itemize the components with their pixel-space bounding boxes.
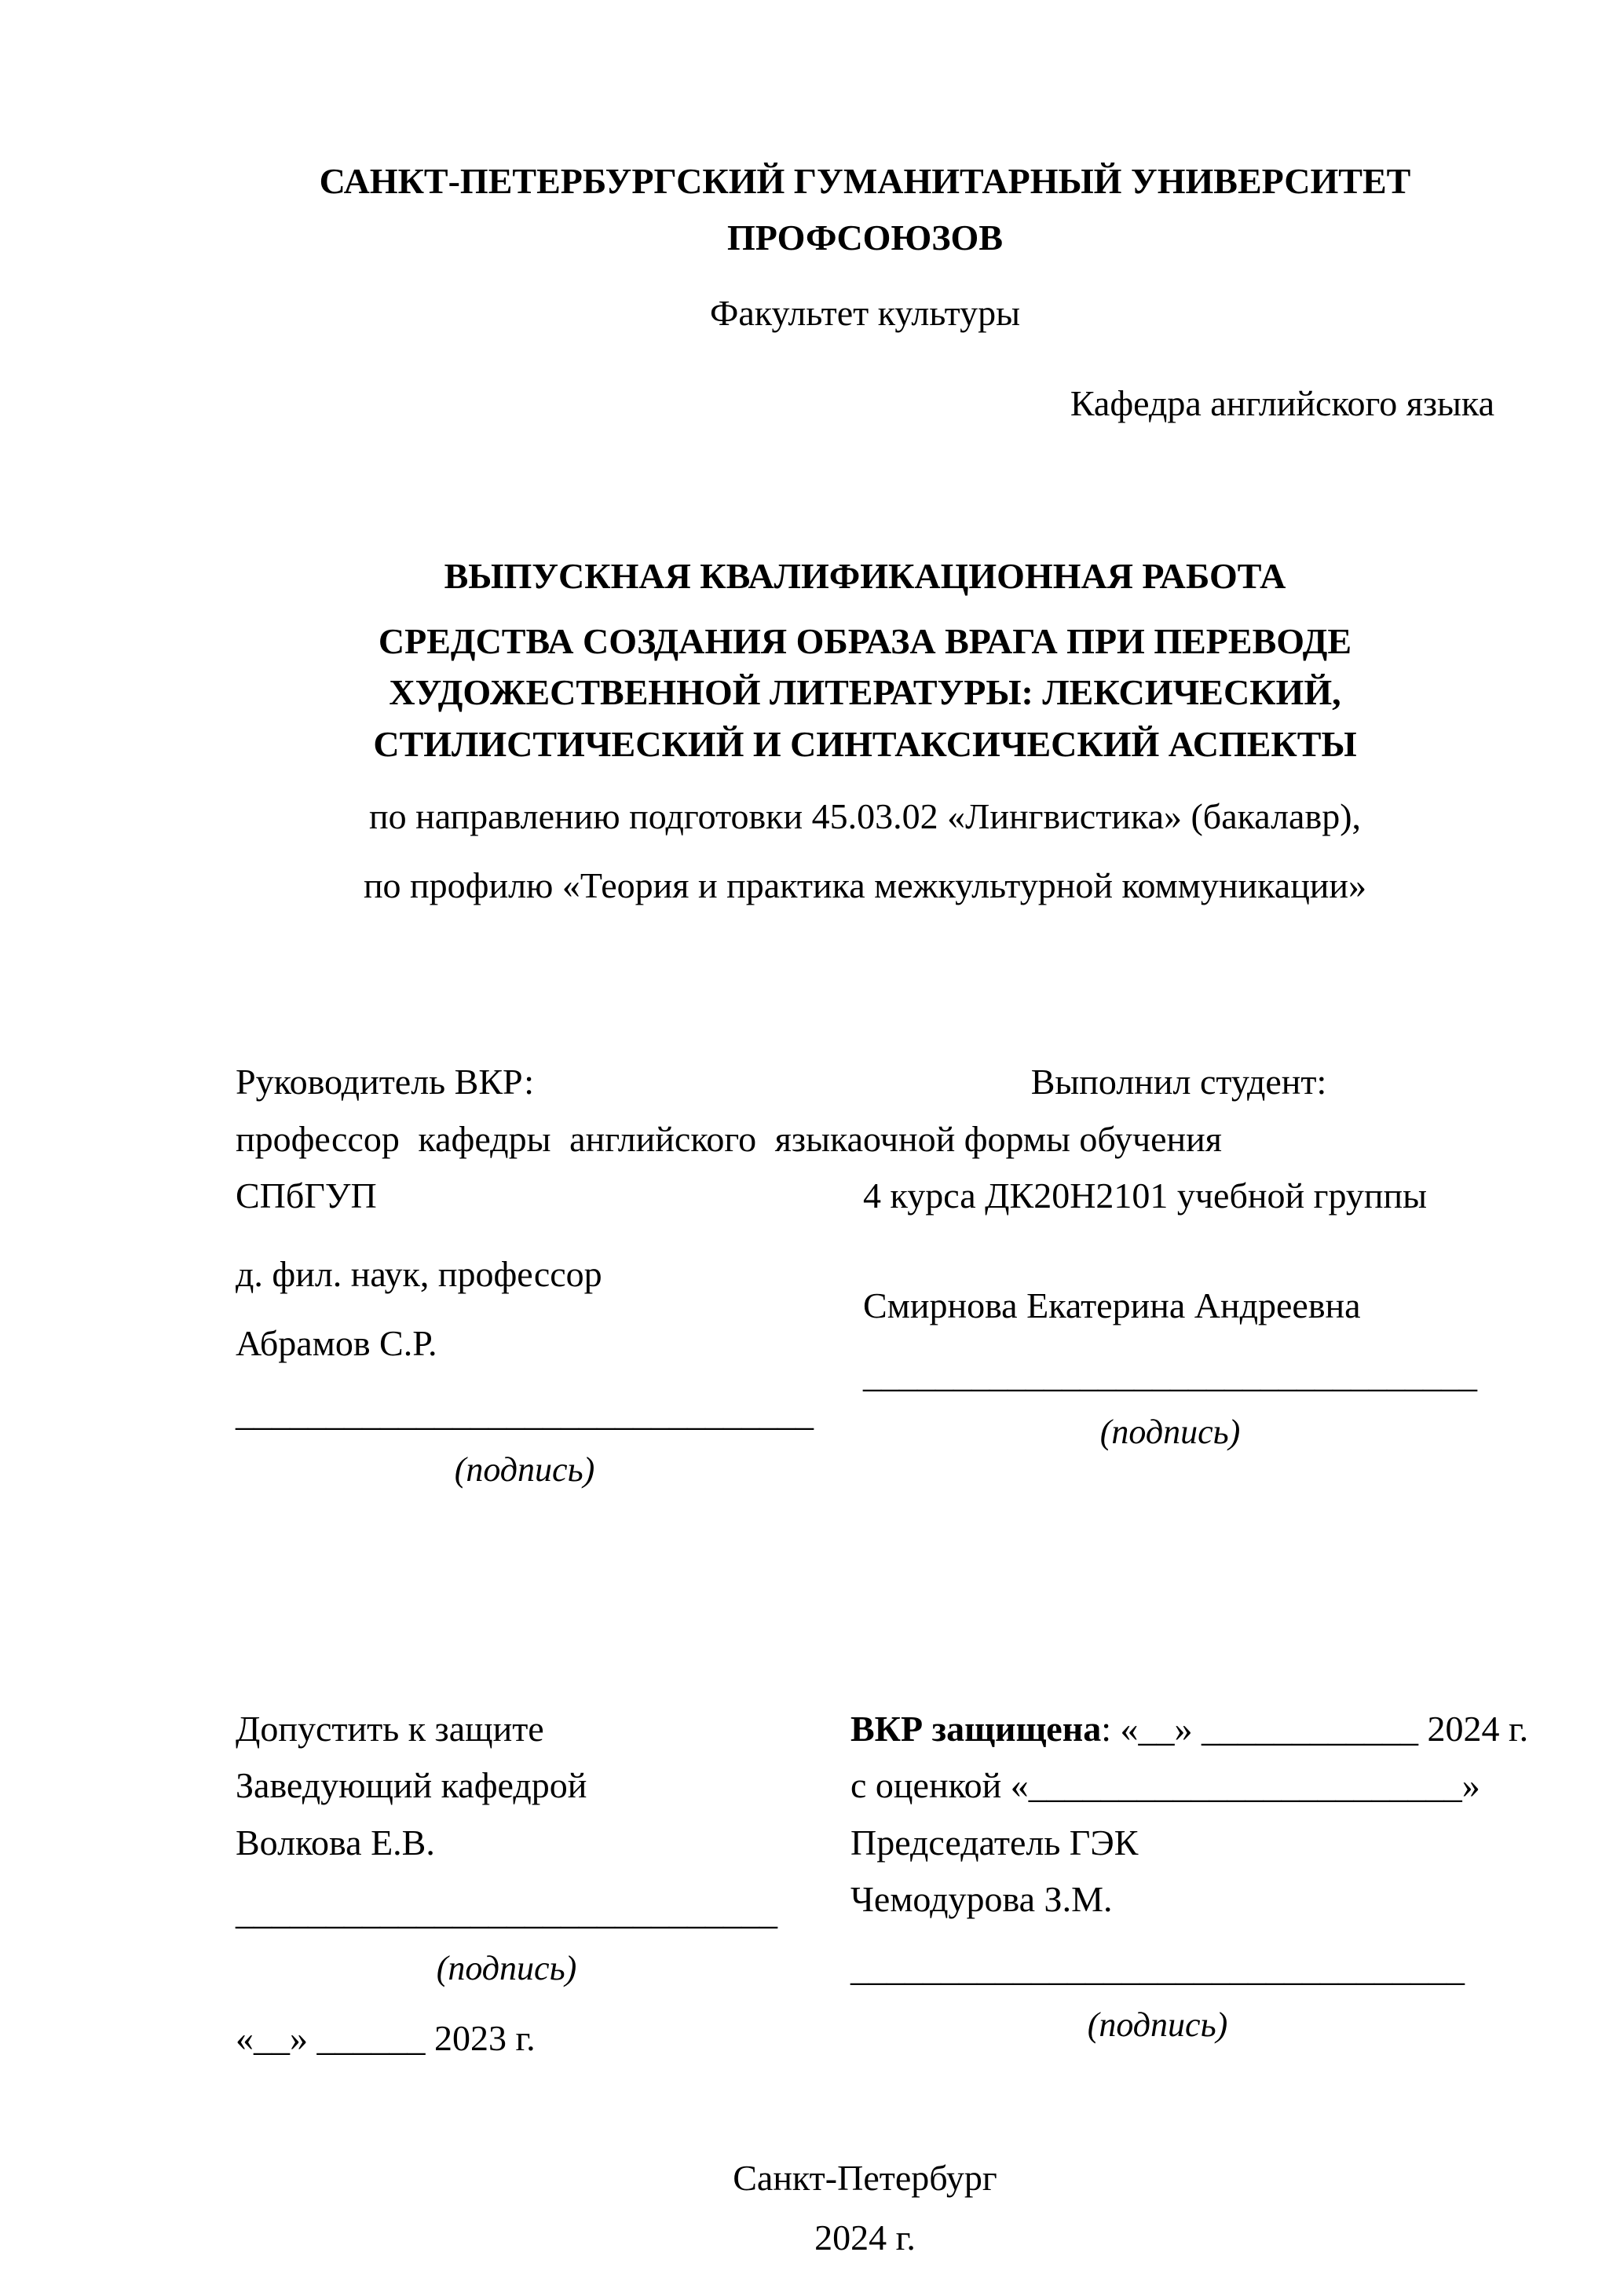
student-group: 4 курса ДК20Н2101 учебной группы [863, 1175, 1428, 1216]
student-signature-line: __________________________________ [863, 1355, 1478, 1395]
admission-block [236, 1701, 850, 2067]
student-label: Выполнил студент: [1030, 1062, 1327, 1102]
admission-signature-area [236, 1884, 777, 1992]
gek-signature-area [850, 1940, 1465, 2049]
admission-signature-line: ______________________________ [236, 1891, 777, 1932]
gek-signature-caption: (подпись) [1087, 2005, 1228, 2045]
gek-chair-name: Чемодурова З.М. [850, 1878, 1113, 1919]
signatures-block [236, 1054, 1494, 1493]
admission-line-2: Заведующий кафедрой [236, 1765, 587, 1806]
footer-city: Санкт-Петербург [733, 2157, 997, 2198]
defense-block [236, 1701, 1529, 2067]
supervisor-role-label: Руководитель ВКР: [236, 1062, 535, 1102]
supervisor-signature-line: ________________________________ [236, 1392, 814, 1433]
work-type-heading: ВЫПУСКНАЯ КВАЛИФИКАЦИОННАЯ РАБОТА [444, 555, 1286, 596]
defense-label: ВКР защищена [850, 1709, 1102, 1749]
supervisor-signature-caption: (подпись) [454, 1450, 595, 1489]
supervisor-signature-area [236, 1385, 814, 1493]
gek-chair-role: Председатель ГЭК [850, 1822, 1139, 1863]
institution-name: САНКТ-ПЕТЕРБУРГСКИЙ ГУМАНИТАРНЫЙ УНИВЕРСИТЕТ ПРОФСОЮЗОВ [319, 161, 1411, 258]
defense-result-block [850, 1701, 1529, 2048]
student-block [863, 1054, 1494, 1454]
admission-signature-caption: (подпись) [436, 1949, 577, 1988]
profile-line: по профилю «Теория и практика межкультурной коммуникации» [363, 865, 1367, 906]
admission-line-1: Допустить к защите [236, 1709, 544, 1749]
supervisor-position: профессор кафедры английского языка СПбГУП [236, 1118, 864, 1216]
gek-signature-line: __________________________________ [850, 1948, 1465, 1989]
footer-year: 2024 г. [814, 2217, 916, 2258]
defense-date-line [850, 1701, 1529, 1757]
program-line: по направлению подготовки 45.03.02 «Лингвистика» (бакалавр), [368, 796, 1362, 837]
defense-grade-line: с оценкой «________________________» [850, 1765, 1480, 1806]
faculty-name: Факультет культуры [710, 293, 1020, 334]
student-study-form: очной формы обучения [863, 1118, 1222, 1159]
department-name: Кафедра английского языка [1070, 382, 1494, 423]
footer [236, 2150, 1494, 2266]
student-signature-caption: (подпись) [1099, 1412, 1241, 1451]
supervisor-degree: д. фил. наук, профессор [236, 1254, 602, 1295]
supervisor-block [236, 1054, 863, 1493]
admission-date-line: «__» ______ 2023 г. [236, 2018, 536, 2059]
admission-head-name: Волкова Е.В. [236, 1822, 435, 1863]
student-name: Смирнова Екатерина Андреевна [863, 1285, 1361, 1326]
thesis-title: СРЕДСТВА СОЗДАНИЯ ОБРАЗА ВРАГА ПРИ ПЕРЕВОДЕ ХУДОЖЕСТВЕННОЙ ЛИТЕРАТУРЫ: ЛЕКСИЧЕСКИЙ, СТИЛИСТИЧЕСКИЙ И СИНТАКСИЧЕСКИЙ АСПЕКТЫ [373, 621, 1357, 764]
student-signature-area [863, 1347, 1477, 1455]
supervisor-name: Абрамов С.Р. [236, 1323, 437, 1364]
defense-date-rest: : «__» ____________ 2024 г. [1101, 1709, 1529, 1749]
